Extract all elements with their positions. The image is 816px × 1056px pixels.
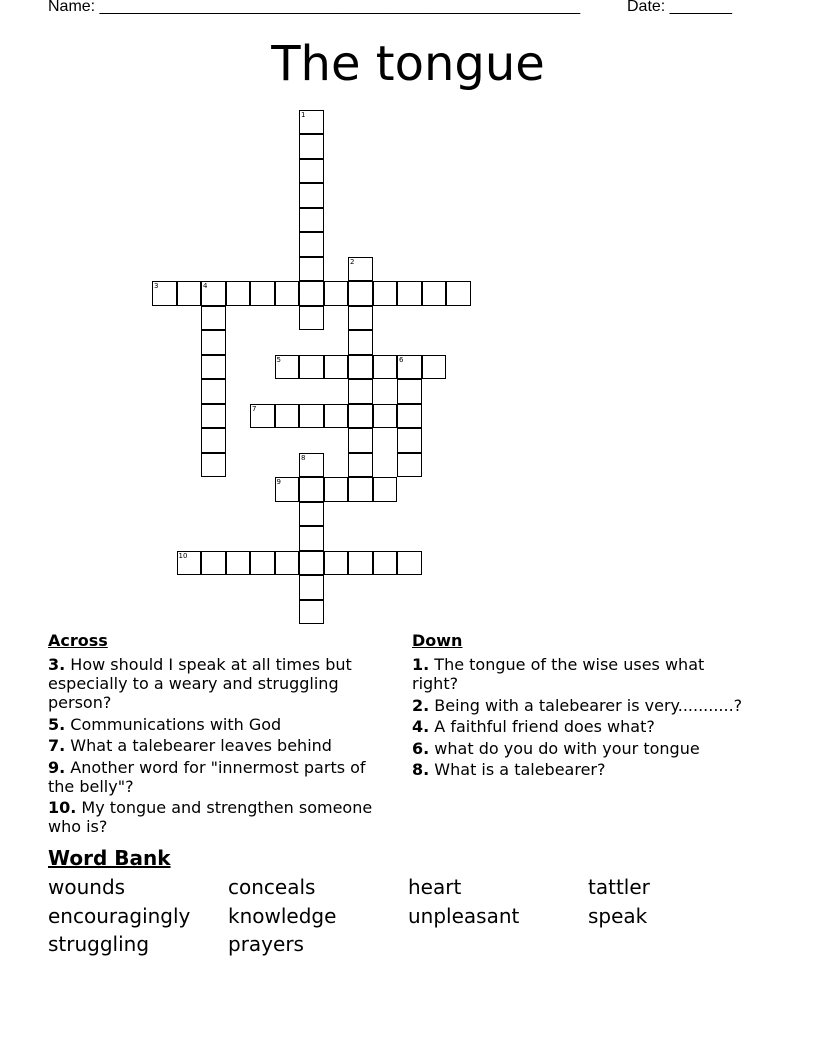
grid-cell[interactable] [299, 453, 324, 478]
clue-number: 1. [412, 655, 430, 674]
grid-cell[interactable] [348, 453, 373, 478]
grid-cell[interactable] [201, 355, 226, 380]
cell-number: 1 [301, 110, 306, 119]
clue-number: 7. [48, 736, 66, 755]
grid-cell[interactable] [201, 404, 226, 429]
down-clue [412, 717, 752, 736]
grid-cell[interactable] [201, 551, 226, 576]
clue-text: What is a talebearer? [429, 760, 606, 779]
word-bank-item: wounds [48, 875, 126, 899]
grid-cell[interactable] [299, 159, 324, 184]
word-bank-heading: Word Bank [48, 846, 171, 870]
grid-cell[interactable] [348, 477, 373, 502]
grid-cell[interactable] [422, 355, 447, 380]
grid-cell[interactable] [299, 110, 324, 135]
grid-cell[interactable] [299, 404, 324, 429]
grid-cell[interactable] [397, 355, 422, 380]
grid-cell[interactable] [324, 355, 349, 380]
clue-number: 2. [412, 695, 430, 715]
grid-cell[interactable] [324, 404, 349, 429]
grid-cell[interactable] [373, 551, 398, 576]
grid-cell[interactable] [177, 281, 202, 306]
grid-cell[interactable] [177, 551, 202, 576]
grid-cell[interactable] [299, 306, 324, 331]
grid-cell[interactable] [275, 404, 300, 429]
word-bank-item: unpleasant [408, 904, 520, 928]
grid-cell[interactable] [348, 428, 373, 453]
across-clue [48, 715, 396, 734]
grid-cell[interactable] [201, 379, 226, 404]
clue-text: What a talebearer leaves behind [65, 736, 332, 755]
clue-number: 5. [48, 714, 66, 734]
grid-cell[interactable] [299, 526, 324, 551]
grid-cell[interactable] [299, 281, 324, 306]
grid-cell[interactable] [348, 306, 373, 331]
grid-cell[interactable] [250, 404, 275, 429]
clue-text: The tongue of the wise uses what right? [412, 655, 705, 693]
name-field-label: Name: ______________________________________________________ [48, 0, 581, 15]
cell-number: 2 [350, 257, 355, 266]
grid-cell[interactable] [348, 281, 373, 306]
down-clue [412, 655, 752, 693]
grid-cell[interactable] [299, 575, 324, 600]
grid-cell[interactable] [422, 281, 447, 306]
grid-cell[interactable] [373, 281, 398, 306]
cell-number: 5 [276, 355, 281, 364]
grid-cell[interactable] [299, 232, 324, 257]
grid-cell[interactable] [397, 281, 422, 306]
word-bank-item: speak [588, 904, 648, 928]
grid-cell[interactable] [397, 428, 422, 453]
down-clue [412, 739, 752, 758]
grid-cell[interactable] [299, 477, 324, 502]
clue-text: Communications with God [65, 714, 282, 734]
clue-number: 3. [48, 655, 66, 674]
cell-number: 9 [276, 478, 281, 486]
across-clue [48, 798, 396, 836]
clue-text: A faithful friend does what? [429, 717, 655, 736]
across-clue [48, 655, 396, 712]
grid-cell[interactable] [324, 551, 349, 576]
grid-cell[interactable] [446, 281, 471, 306]
clue-number: 10. [48, 798, 77, 817]
grid-cell[interactable] [299, 600, 324, 625]
grid-cell[interactable] [275, 355, 300, 380]
clue-text: Another word for "innermost parts of the belly"? [48, 757, 366, 796]
across-clue [48, 758, 396, 796]
grid-cell[interactable] [324, 477, 349, 502]
clue-number: 8. [412, 760, 430, 779]
clue-number: 9. [48, 757, 66, 777]
grid-cell[interactable] [299, 208, 324, 233]
cell-number: 6 [399, 355, 404, 364]
grid-cell[interactable] [348, 330, 373, 355]
word-bank-item: prayers [228, 932, 304, 956]
cell-number: 4 [203, 282, 208, 290]
grid-cell[interactable] [299, 134, 324, 159]
grid-cell[interactable] [250, 551, 275, 576]
grid-cell[interactable] [201, 330, 226, 355]
clue-text: My tongue and strengthen someone who is? [48, 798, 373, 836]
grid-cell[interactable] [397, 453, 422, 478]
grid-cell[interactable] [201, 428, 226, 453]
clue-text: what do you do with your tongue [429, 738, 700, 758]
grid-cell[interactable] [348, 355, 373, 380]
grid-cell[interactable] [348, 404, 373, 429]
grid-cell[interactable] [373, 404, 398, 429]
cell-number: 10 [178, 551, 188, 560]
across-heading: Across [48, 631, 108, 650]
grid-cell[interactable] [348, 551, 373, 576]
clue-text: How should I speak at all times but especially to a weary and struggling person? [48, 655, 352, 712]
grid-cell[interactable] [201, 453, 226, 478]
grid-cell[interactable] [299, 257, 324, 282]
word-bank-item: conceals [228, 875, 316, 899]
across-clue [48, 736, 396, 755]
grid-cell[interactable] [250, 281, 275, 306]
grid-cell[interactable] [397, 551, 422, 576]
grid-cell[interactable] [397, 404, 422, 429]
grid-cell[interactable] [226, 551, 251, 576]
word-bank-item: encouragingly [48, 904, 191, 928]
down-clue [412, 696, 752, 715]
grid-cell[interactable] [299, 355, 324, 380]
grid-cell[interactable] [348, 257, 373, 282]
clue-number: 4. [412, 717, 430, 736]
down-heading: Down [412, 631, 463, 650]
grid-cell[interactable] [275, 281, 300, 306]
cell-number: 3 [154, 282, 159, 290]
grid-cell[interactable] [397, 379, 422, 404]
word-bank-item: heart [408, 875, 462, 899]
grid-cell[interactable] [275, 551, 300, 576]
grid-cell[interactable] [201, 281, 226, 306]
grid-cell[interactable] [226, 281, 251, 306]
grid-cell[interactable] [299, 502, 324, 527]
grid-cell[interactable] [152, 281, 177, 306]
word-bank-item: knowledge [228, 904, 337, 928]
down-clue [412, 760, 752, 779]
grid-cell[interactable] [348, 379, 373, 404]
cell-number: 8 [301, 453, 306, 462]
grid-cell[interactable] [324, 281, 349, 306]
grid-cell[interactable] [201, 306, 226, 331]
down-clue-list [412, 655, 752, 782]
clue-number: 6. [412, 738, 430, 758]
grid-cell[interactable] [373, 355, 398, 380]
across-clue-list [48, 655, 396, 839]
page-title: The tongue [271, 36, 545, 92]
date-field-label: Date: _______ [627, 0, 732, 15]
clue-text: Being with a talebearer is very...........? [429, 695, 743, 715]
grid-cell[interactable] [373, 477, 398, 502]
grid-cell[interactable] [275, 477, 300, 502]
word-bank-item: tattler [588, 875, 650, 899]
word-bank-item: struggling [48, 932, 150, 956]
grid-cell[interactable] [299, 551, 324, 576]
cell-number: 7 [252, 404, 257, 413]
grid-cell[interactable] [299, 183, 324, 208]
